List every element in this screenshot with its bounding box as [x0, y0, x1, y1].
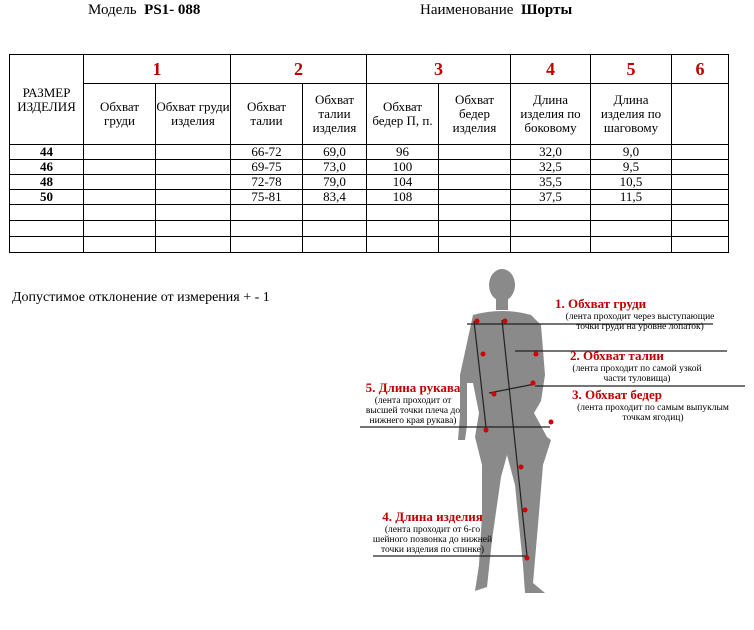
table-cell [367, 237, 439, 253]
model-label: Модель [88, 2, 137, 18]
table-cell: 32,0 [511, 145, 591, 160]
column-header: Длина изделия по шаговому [591, 84, 672, 145]
column-header: Обхват груди [84, 84, 156, 145]
size-cell: 46 [10, 160, 84, 175]
table-cell [672, 175, 729, 190]
table-cell: 9,5 [591, 160, 672, 175]
table-cell [672, 145, 729, 160]
table-row [10, 175, 729, 190]
table-cell [84, 237, 156, 253]
table-cell [439, 175, 511, 190]
size-table [9, 54, 729, 253]
table-row [10, 205, 729, 221]
length-note: (лента проходит от 6-го шейного позвонка до нижней точки изделия по спинке) [372, 525, 493, 555]
table-cell [672, 237, 729, 253]
table-cell [439, 205, 511, 221]
size-cell [10, 221, 84, 237]
measure-point [492, 392, 497, 397]
table-cell [84, 160, 156, 175]
product-name-header [420, 2, 572, 19]
measure-point [534, 352, 539, 357]
column-header: Обхват бедер изделия [439, 84, 511, 145]
model-value: PS1- 088 [144, 2, 201, 18]
column-header: Обхват груди изделия [156, 84, 231, 145]
table-cell [84, 145, 156, 160]
table-cell [156, 190, 231, 205]
measure-point [475, 319, 480, 324]
table-cell: 79,0 [303, 175, 367, 190]
measure-point [531, 381, 536, 386]
table-cell [591, 221, 672, 237]
table-cell [511, 221, 591, 237]
table-cell [439, 237, 511, 253]
table-cell [231, 205, 303, 221]
table-cell [156, 175, 231, 190]
measure-point [484, 428, 489, 433]
table-cell [303, 237, 367, 253]
group-header-4: 4 [511, 55, 591, 84]
table-cell: 69-75 [231, 160, 303, 175]
table-cell [156, 160, 231, 175]
chest-title: 1. Обхват груди [555, 296, 647, 311]
measure-point [523, 508, 528, 513]
table-cell: 66-72 [231, 145, 303, 160]
table-cell [672, 205, 729, 221]
table-cell [156, 221, 231, 237]
table-cell: 72-78 [231, 175, 303, 190]
group-header-1: 1 [84, 55, 231, 84]
chest-annotation [555, 296, 725, 332]
hips-title: 3. Обхват бедер [572, 387, 662, 402]
size-cell: 48 [10, 175, 84, 190]
table-cell [591, 237, 672, 253]
group-header-5: 5 [591, 55, 672, 84]
table-cell: 10,5 [591, 175, 672, 190]
table-cell: 32,5 [511, 160, 591, 175]
length-annotation [370, 509, 495, 555]
sleeve-annotation [358, 380, 468, 426]
size-cell: 50 [10, 190, 84, 205]
table-cell [439, 190, 511, 205]
table-cell [367, 205, 439, 221]
table-cell [156, 205, 231, 221]
group-header-3: 3 [367, 55, 511, 84]
table-cell [156, 145, 231, 160]
group-header-2: 2 [231, 55, 367, 84]
waist-annotation [570, 348, 730, 384]
table-cell: 104 [367, 175, 439, 190]
table-cell: 108 [367, 190, 439, 205]
table-cell [231, 221, 303, 237]
measure-point [481, 352, 486, 357]
hips-note: (лента проходит по самым выпуклым точкам ягодиц) [577, 403, 729, 423]
measure-point [503, 319, 508, 324]
table-row [10, 237, 729, 253]
size-cell [10, 237, 84, 253]
table-cell [439, 221, 511, 237]
table-cell [84, 205, 156, 221]
table-cell: 69,0 [303, 145, 367, 160]
measure-point [525, 556, 530, 561]
table-cell [84, 175, 156, 190]
table-cell: 100 [367, 160, 439, 175]
chest-note: (лента проходит через выступающие точки груди на уровне лопаток) [565, 312, 715, 332]
table-cell [672, 160, 729, 175]
waist-note: (лента проходит по самой узкой части туловища) [572, 364, 702, 384]
size-cell: 44 [10, 145, 84, 160]
table-row [10, 221, 729, 237]
table-cell [303, 221, 367, 237]
table-cell [367, 221, 439, 237]
table-cell: 96 [367, 145, 439, 160]
table-cell [84, 190, 156, 205]
column-header: Обхват бедер П, п. [367, 84, 439, 145]
table-cell: 35,5 [511, 175, 591, 190]
size-cell [10, 205, 84, 221]
table-cell [84, 221, 156, 237]
size-column-header: РАЗМЕР ИЗДЕЛИЯ [10, 55, 84, 145]
waist-title: 2. Обхват талии [570, 348, 664, 363]
table-cell: 75-81 [231, 190, 303, 205]
table-cell [231, 237, 303, 253]
product-name-value: Шорты [520, 2, 573, 18]
column-header: Обхват талии изделия [303, 84, 367, 145]
table-cell: 73,0 [303, 160, 367, 175]
hips-annotation [572, 387, 744, 423]
table-cell: 37,5 [511, 190, 591, 205]
model-header [88, 2, 200, 19]
table-cell [511, 205, 591, 221]
table-row [10, 190, 729, 205]
length-title: 4. Длина изделия [382, 509, 483, 524]
table-cell [439, 160, 511, 175]
measure-point [519, 465, 524, 470]
table-cell [672, 221, 729, 237]
table-cell [439, 145, 511, 160]
table-cell [511, 237, 591, 253]
table-row [10, 160, 729, 175]
table-cell [303, 205, 367, 221]
table-cell: 9,0 [591, 145, 672, 160]
table-cell: 11,5 [591, 190, 672, 205]
table-cell [591, 205, 672, 221]
table-row [10, 145, 729, 160]
tolerance-note: Допустимое отклонение от измерения + - 1 [12, 290, 270, 305]
column-header: Длина изделия по боковому [511, 84, 591, 145]
table-cell: 83,4 [303, 190, 367, 205]
sleeve-title: 5. Длина рукава [365, 380, 461, 395]
sleeve-note: (лента проходит от высшей точки плеча до нижнего края рукава) [365, 396, 461, 426]
table-cell [156, 237, 231, 253]
column-header: Обхват талии [231, 84, 303, 145]
product-name-label: Наименование [420, 2, 514, 18]
table-cell [672, 190, 729, 205]
measure-point [549, 420, 554, 425]
group-header-6: 6 [672, 55, 729, 84]
column-header [672, 84, 729, 145]
